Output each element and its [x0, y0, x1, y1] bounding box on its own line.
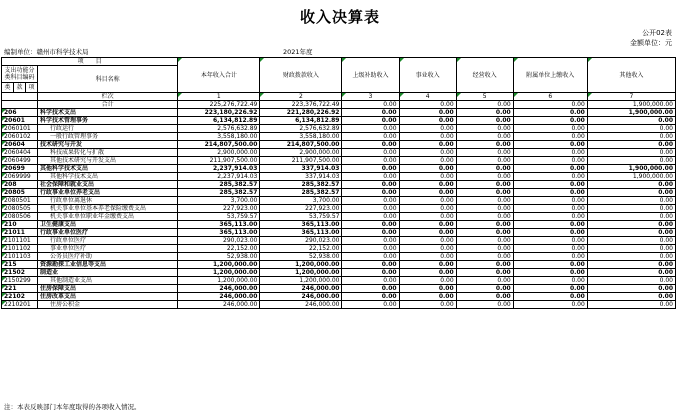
- row-superior: 0.00: [342, 109, 399, 117]
- row-other: 1,900,000.00: [587, 165, 675, 173]
- row-fiscal: 1,200,000.00: [260, 269, 342, 277]
- row-other: 1,900,000.00: [587, 101, 675, 109]
- row-total: 1,200,000.00: [178, 261, 260, 269]
- row-subordinate: 0.00: [513, 237, 587, 245]
- row-operating: 0.00: [456, 237, 513, 245]
- row-fiscal: 1,200,000.00: [260, 261, 342, 269]
- row-business: 0.00: [399, 269, 456, 277]
- row-name: 其他科学技术支出: [38, 165, 178, 173]
- row-business: 0.00: [399, 157, 456, 165]
- row-code: [2, 101, 38, 109]
- row-fiscal: 2,900,000.00: [260, 149, 342, 157]
- row-total: 2,576,632.89: [178, 125, 260, 133]
- row-operating: 0.00: [456, 109, 513, 117]
- seq-5: 5: [456, 93, 513, 101]
- row-fiscal: 285,382.57: [260, 181, 342, 189]
- row-operating: 0.00: [456, 269, 513, 277]
- row-other: 0.00: [587, 133, 675, 141]
- table-row: [2, 269, 676, 277]
- row-total: 211,907,500.00: [178, 157, 260, 165]
- row-superior: 0.00: [342, 189, 399, 197]
- row-other: 0.00: [587, 285, 675, 293]
- row-other: 0.00: [587, 261, 675, 269]
- row-fiscal: 221,280,226.92: [260, 109, 342, 117]
- row-name: 技术研究与开发: [38, 141, 178, 149]
- row-operating: 0.00: [456, 205, 513, 213]
- row-code: 2150299: [2, 277, 38, 285]
- table-row: [2, 245, 676, 253]
- row-total: 285,382.57: [178, 181, 260, 189]
- row-other: 0.00: [587, 229, 675, 237]
- row-superior: 0.00: [342, 221, 399, 229]
- row-name: 行政事业单位养老支出: [38, 189, 178, 197]
- row-superior: 0.00: [342, 125, 399, 133]
- header-fiscal: 财政拨款收入: [260, 58, 342, 93]
- row-business: 0.00: [399, 277, 456, 285]
- row-operating: 0.00: [456, 117, 513, 125]
- row-superior: 0.00: [342, 101, 399, 109]
- row-total: 223,180,226.92: [178, 109, 260, 117]
- fiscal-year: 2021年度: [283, 48, 313, 56]
- row-subordinate: 0.00: [513, 301, 587, 309]
- row-code: 2060404: [2, 149, 38, 157]
- row-business: 0.00: [399, 221, 456, 229]
- row-total: 285,382.57: [178, 189, 260, 197]
- row-code: 221: [2, 285, 38, 293]
- row-business: 0.00: [399, 293, 456, 301]
- row-fiscal: 246,000.00: [260, 301, 342, 309]
- row-code: 2069999: [2, 173, 38, 181]
- table-row: [2, 165, 676, 173]
- header-other: 其他收入: [587, 58, 675, 93]
- table-row: [2, 197, 676, 205]
- row-code: 21011: [2, 229, 38, 237]
- row-name: 事业单位医疗: [38, 245, 178, 253]
- row-subordinate: 0.00: [513, 125, 587, 133]
- row-subordinate: 0.00: [513, 261, 587, 269]
- row-other: 0.00: [587, 237, 675, 245]
- row-total: 52,938.00: [178, 253, 260, 261]
- row-code: 2080506: [2, 213, 38, 221]
- row-fiscal: 211,907,500.00: [260, 157, 342, 165]
- row-superior: 0.00: [342, 141, 399, 149]
- table-row: [2, 229, 676, 237]
- row-superior: 0.00: [342, 229, 399, 237]
- row-superior: 0.00: [342, 173, 399, 181]
- row-fiscal: 22,152.00: [260, 245, 342, 253]
- row-name: 制造业: [38, 269, 178, 277]
- footnote: 注：本表反映部门本年度取得的各项收入情况。: [4, 403, 141, 411]
- amount-unit: 金额单位：元: [630, 39, 672, 47]
- row-name: 公务员医疗补助: [38, 253, 178, 261]
- table-row: [2, 173, 676, 181]
- row-business: 0.00: [399, 173, 456, 181]
- row-superior: 0.00: [342, 181, 399, 189]
- row-fiscal: 246,000.00: [260, 285, 342, 293]
- row-total: 1,200,000.00: [178, 269, 260, 277]
- row-name: 一般行政管理事务: [38, 133, 178, 141]
- row-name: 住房保障支出: [38, 285, 178, 293]
- table-row: [2, 293, 676, 301]
- seq-1: 1: [178, 93, 260, 101]
- row-operating: 0.00: [456, 261, 513, 269]
- organization: 编制单位：赣州市科学技术局: [4, 48, 89, 56]
- row-business: 0.00: [399, 213, 456, 221]
- seq-2: 2: [260, 93, 342, 101]
- seq-label: 栏次: [38, 93, 178, 101]
- row-business: 0.00: [399, 125, 456, 133]
- row-total: 246,000.00: [178, 301, 260, 309]
- row-name: 卫生健康支出: [38, 221, 178, 229]
- row-fiscal: 3,558,180.00: [260, 133, 342, 141]
- row-superior: 0.00: [342, 237, 399, 245]
- row-fiscal: 6,134,812.89: [260, 117, 342, 125]
- table-row: [2, 237, 676, 245]
- row-name: 行政单位离退休: [38, 197, 178, 205]
- row-subordinate: 0.00: [513, 157, 587, 165]
- table-row: [2, 117, 676, 125]
- row-other: 0.00: [587, 189, 675, 197]
- table-row: [2, 189, 676, 197]
- row-name: 科学技术管理事务: [38, 117, 178, 125]
- row-superior: 0.00: [342, 133, 399, 141]
- row-fiscal: 365,113.00: [260, 221, 342, 229]
- row-total: 365,113.00: [178, 229, 260, 237]
- row-operating: 0.00: [456, 221, 513, 229]
- row-fiscal: 246,000.00: [260, 293, 342, 301]
- row-subordinate: 0.00: [513, 117, 587, 125]
- row-name: 其他技术研究与开发支出: [38, 157, 178, 165]
- row-total: 53,759.57: [178, 213, 260, 221]
- row-other: 0.00: [587, 245, 675, 253]
- table-row: [2, 221, 676, 229]
- header-code-group: 支出功能分类科目编码: [2, 66, 38, 83]
- row-fiscal: 223,376,722.49: [260, 101, 342, 109]
- row-fiscal: 285,382.57: [260, 189, 342, 197]
- row-total: 2,237,914.03: [178, 165, 260, 173]
- row-superior: 0.00: [342, 157, 399, 165]
- row-fiscal: 1,200,000.00: [260, 277, 342, 285]
- row-fiscal: 214,807,500.00: [260, 141, 342, 149]
- row-code: 22102: [2, 293, 38, 301]
- row-business: 0.00: [399, 109, 456, 117]
- row-operating: 0.00: [456, 189, 513, 197]
- row-subordinate: 0.00: [513, 133, 587, 141]
- row-fiscal: 53,759.57: [260, 213, 342, 221]
- row-other: 0.00: [587, 117, 675, 125]
- row-business: 0.00: [399, 237, 456, 245]
- row-code: 21502: [2, 269, 38, 277]
- document-number: 公开02表: [642, 29, 672, 37]
- table-row: [2, 133, 676, 141]
- row-name: 科学技术支出: [38, 109, 178, 117]
- row-name: 机关事业单位职业年金缴费支出: [38, 213, 178, 221]
- row-total: 2,237,914.03: [178, 173, 260, 181]
- table-row: [2, 205, 676, 213]
- row-other: 0.00: [587, 197, 675, 205]
- row-fiscal: 52,938.00: [260, 253, 342, 261]
- row-superior: 0.00: [342, 253, 399, 261]
- row-subordinate: 0.00: [513, 213, 587, 221]
- row-superior: 0.00: [342, 261, 399, 269]
- table-row: [2, 157, 676, 165]
- row-subordinate: 0.00: [513, 101, 587, 109]
- row-other: 0.00: [587, 157, 675, 165]
- row-fiscal: 337,914.03: [260, 165, 342, 173]
- table-row: [2, 285, 676, 293]
- row-business: 0.00: [399, 205, 456, 213]
- row-subordinate: 0.00: [513, 109, 587, 117]
- row-superior: 0.00: [342, 197, 399, 205]
- row-operating: 0.00: [456, 229, 513, 237]
- table-row: [2, 253, 676, 261]
- row-operating: 0.00: [456, 165, 513, 173]
- seq-6: 6: [513, 93, 587, 101]
- row-other: 0.00: [587, 125, 675, 133]
- row-operating: 0.00: [456, 141, 513, 149]
- table-row: [2, 301, 676, 309]
- row-name: 住房改革支出: [38, 293, 178, 301]
- row-operating: 0.00: [456, 133, 513, 141]
- row-subordinate: 0.00: [513, 205, 587, 213]
- row-other: 0.00: [587, 269, 675, 277]
- row-business: 0.00: [399, 197, 456, 205]
- row-total: 227,923.00: [178, 205, 260, 213]
- row-total: 2,900,000.00: [178, 149, 260, 157]
- row-other: 0.00: [587, 141, 675, 149]
- header-item: 项 目: [2, 58, 178, 66]
- row-total: 3,700.00: [178, 197, 260, 205]
- row-business: 0.00: [399, 133, 456, 141]
- row-other: 0.00: [587, 253, 675, 261]
- row-superior: 0.00: [342, 269, 399, 277]
- row-business: 0.00: [399, 101, 456, 109]
- header-name: 科目名称: [38, 66, 178, 93]
- row-other: 0.00: [587, 205, 675, 213]
- row-subordinate: 0.00: [513, 165, 587, 173]
- table-row: [2, 213, 676, 221]
- row-code: 20805: [2, 189, 38, 197]
- row-fiscal: 365,113.00: [260, 229, 342, 237]
- row-total: 290,023.00: [178, 237, 260, 245]
- row-name: 科技成果转化与扩散: [38, 149, 178, 157]
- row-code: 2101102: [2, 245, 38, 253]
- table-row: [2, 181, 676, 189]
- header-subordinate: 附属单位上缴收入: [513, 58, 587, 93]
- row-subordinate: 0.00: [513, 293, 587, 301]
- table-row: [2, 109, 676, 117]
- row-operating: 0.00: [456, 181, 513, 189]
- row-subordinate: 0.00: [513, 277, 587, 285]
- row-subordinate: 0.00: [513, 253, 587, 261]
- row-code: 20699: [2, 165, 38, 173]
- row-other: 0.00: [587, 149, 675, 157]
- row-fiscal: 3,700.00: [260, 197, 342, 205]
- row-business: 0.00: [399, 189, 456, 197]
- row-name: 机关事业单位基本养老保险缴费支出: [38, 205, 178, 213]
- row-total: 3,558,180.00: [178, 133, 260, 141]
- row-business: 0.00: [399, 261, 456, 269]
- row-other: 0.00: [587, 293, 675, 301]
- row-business: 0.00: [399, 229, 456, 237]
- row-other: 0.00: [587, 213, 675, 221]
- row-operating: 0.00: [456, 101, 513, 109]
- row-business: 0.00: [399, 141, 456, 149]
- row-subordinate: 0.00: [513, 229, 587, 237]
- row-code: 2060102: [2, 133, 38, 141]
- row-fiscal: 227,923.00: [260, 205, 342, 213]
- row-code: 2060499: [2, 157, 38, 165]
- row-superior: 0.00: [342, 149, 399, 157]
- row-code: 208: [2, 181, 38, 189]
- row-business: 0.00: [399, 245, 456, 253]
- row-business: 0.00: [399, 253, 456, 261]
- row-operating: 0.00: [456, 125, 513, 133]
- row-code: 210: [2, 221, 38, 229]
- row-other: 0.00: [587, 301, 675, 309]
- row-superior: 0.00: [342, 205, 399, 213]
- row-operating: 0.00: [456, 277, 513, 285]
- row-operating: 0.00: [456, 301, 513, 309]
- row-name: 其他科学技术支出: [38, 173, 178, 181]
- row-code: 2101101: [2, 237, 38, 245]
- row-code: 20601: [2, 117, 38, 125]
- row-code: 2101103: [2, 253, 38, 261]
- row-operating: 0.00: [456, 285, 513, 293]
- row-other: 0.00: [587, 181, 675, 189]
- table-row: [2, 101, 676, 109]
- header-row-seq: [2, 93, 676, 101]
- row-other: 0.00: [587, 221, 675, 229]
- seq-4: 4: [399, 93, 456, 101]
- row-superior: 0.00: [342, 277, 399, 285]
- row-subordinate: 0.00: [513, 285, 587, 293]
- header-xiang: 项: [26, 83, 38, 93]
- page-title: 收入决算表: [299, 8, 380, 26]
- row-operating: 0.00: [456, 157, 513, 165]
- row-business: 0.00: [399, 181, 456, 189]
- seq-3: 3: [342, 93, 399, 101]
- header-business: 事业收入: [399, 58, 456, 93]
- row-fiscal: 337,914.03: [260, 173, 342, 181]
- row-total: 225,276,722.49: [178, 101, 260, 109]
- row-subordinate: 0.00: [513, 149, 587, 157]
- row-superior: 0.00: [342, 301, 399, 309]
- row-subordinate: 0.00: [513, 141, 587, 149]
- header-superior: 上级补助收入: [342, 58, 399, 93]
- row-superior: 0.00: [342, 117, 399, 125]
- seq-7: 7: [587, 93, 675, 101]
- row-subordinate: 0.00: [513, 173, 587, 181]
- income-table: [1, 57, 676, 309]
- row-operating: 0.00: [456, 173, 513, 181]
- row-operating: 0.00: [456, 293, 513, 301]
- row-business: 0.00: [399, 285, 456, 293]
- row-subordinate: 0.00: [513, 269, 587, 277]
- row-name: 合计: [38, 101, 178, 109]
- header-row-item: [2, 58, 676, 66]
- row-name: 社会保障和就业支出: [38, 181, 178, 189]
- row-other: 1,900,000.00: [587, 173, 675, 181]
- row-superior: 0.00: [342, 285, 399, 293]
- row-superior: 0.00: [342, 293, 399, 301]
- row-total: 6,134,812.89: [178, 117, 260, 125]
- row-operating: 0.00: [456, 253, 513, 261]
- row-subordinate: 0.00: [513, 245, 587, 253]
- header-total: 本年收入合计: [178, 58, 260, 93]
- row-business: 0.00: [399, 301, 456, 309]
- row-total: 365,113.00: [178, 221, 260, 229]
- row-code: 2080501: [2, 197, 38, 205]
- row-superior: 0.00: [342, 213, 399, 221]
- row-business: 0.00: [399, 149, 456, 157]
- row-operating: 0.00: [456, 197, 513, 205]
- seq-blank: [2, 93, 38, 101]
- row-subordinate: 0.00: [513, 181, 587, 189]
- row-total: 246,000.00: [178, 293, 260, 301]
- header-kuan: 款: [14, 83, 26, 93]
- row-other: 1,900,000.00: [587, 109, 675, 117]
- row-other: 0.00: [587, 277, 675, 285]
- table-row: [2, 149, 676, 157]
- row-fiscal: 290,023.00: [260, 237, 342, 245]
- table-row: [2, 261, 676, 269]
- row-name: 资源勘探工业信息等支出: [38, 261, 178, 269]
- row-code: 20604: [2, 141, 38, 149]
- row-name: 行政事业单位医疗: [38, 229, 178, 237]
- row-total: 1,200,000.00: [178, 277, 260, 285]
- row-code: 2080505: [2, 205, 38, 213]
- row-business: 0.00: [399, 117, 456, 125]
- row-superior: 0.00: [342, 165, 399, 173]
- row-code: 215: [2, 261, 38, 269]
- row-operating: 0.00: [456, 149, 513, 157]
- row-name: 行政运行: [38, 125, 178, 133]
- row-operating: 0.00: [456, 213, 513, 221]
- row-name: 其他制造业支出: [38, 277, 178, 285]
- header-class: 类: [2, 83, 14, 93]
- row-subordinate: 0.00: [513, 197, 587, 205]
- row-fiscal: 2,576,632.89: [260, 125, 342, 133]
- table-row: [2, 277, 676, 285]
- row-code: 2060101: [2, 125, 38, 133]
- row-superior: 0.00: [342, 245, 399, 253]
- row-operating: 0.00: [456, 245, 513, 253]
- row-name: 住房公积金: [38, 301, 178, 309]
- row-total: 246,000.00: [178, 285, 260, 293]
- table-row: [2, 125, 676, 133]
- row-code: 206: [2, 109, 38, 117]
- row-total: 22,152.00: [178, 245, 260, 253]
- row-subordinate: 0.00: [513, 221, 587, 229]
- row-business: 0.00: [399, 165, 456, 173]
- table-row: [2, 141, 676, 149]
- row-subordinate: 0.00: [513, 189, 587, 197]
- header-operating: 经营收入: [456, 58, 513, 93]
- row-code: 2210201: [2, 301, 38, 309]
- row-name: 行政单位医疗: [38, 237, 178, 245]
- row-total: 214,807,500.00: [178, 141, 260, 149]
